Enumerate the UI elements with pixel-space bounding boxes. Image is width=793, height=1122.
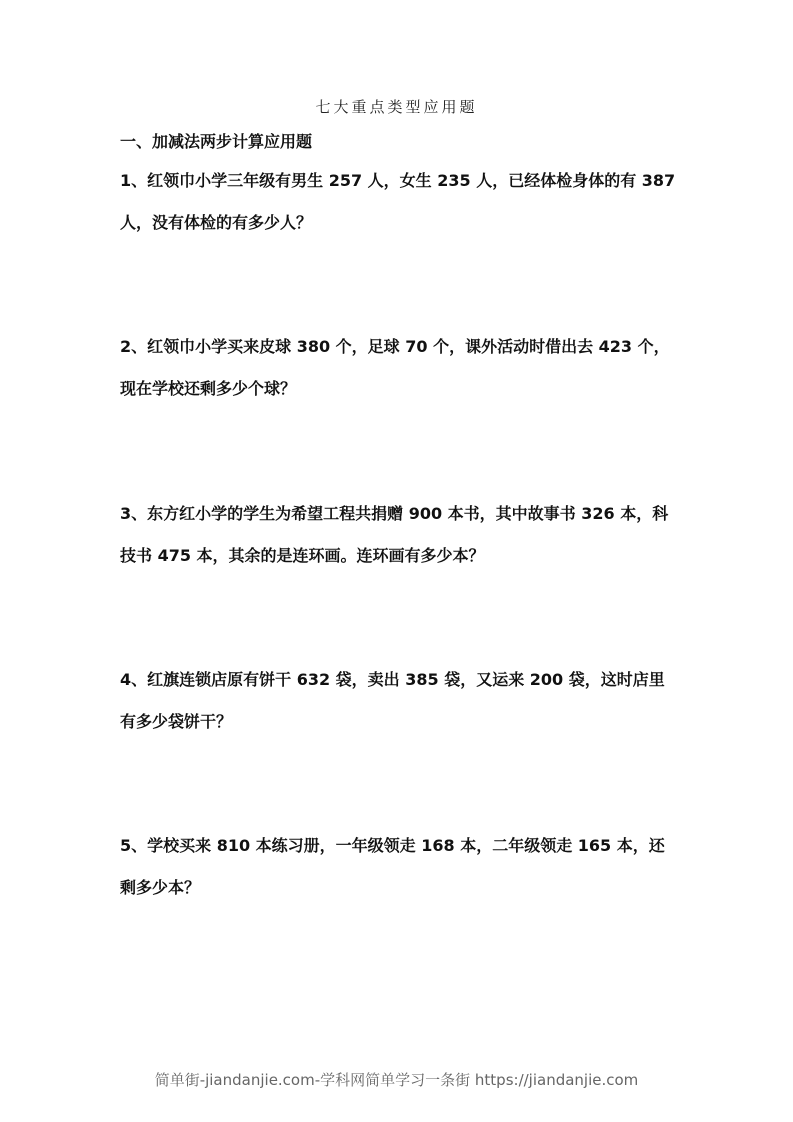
question-3: 3、东方红小学的学生为希望工程共捐赠 900 本书，其中故事书 326 本，科技书 475 本，其余的是连环画。连环画有多少本？ bbox=[120, 504, 669, 565]
section-heading: 一、加减法两步计算应用题 bbox=[120, 132, 313, 151]
question-1: 1、红领巾小学三年级有男生 257 人，女生 235 人，已经体检身体的有 387 人，没有体检的有多少人？ bbox=[120, 171, 676, 232]
question-5: 5、学校买来 810 本练习册，一年级领走 168 本，二年级领走 165 本，还剩多少本？ bbox=[120, 836, 665, 897]
page-title: 七大重点类型应用题 bbox=[315, 98, 478, 116]
question-2: 2、红领巾小学买来皮球 380 个，足球 70 个，课外活动时借出去 423 个，现在学校还剩多少个球？ bbox=[120, 337, 670, 398]
question-4: 4、红旗连锁店原有饼干 632 袋，卖出 385 袋，又运来 200 袋，这时店里有多少袋饼干？ bbox=[120, 670, 665, 731]
page-footer: 简单街-jiandanjie.com-学科网简单学习一条街 https://jiandanjie.com bbox=[154, 1071, 639, 1089]
